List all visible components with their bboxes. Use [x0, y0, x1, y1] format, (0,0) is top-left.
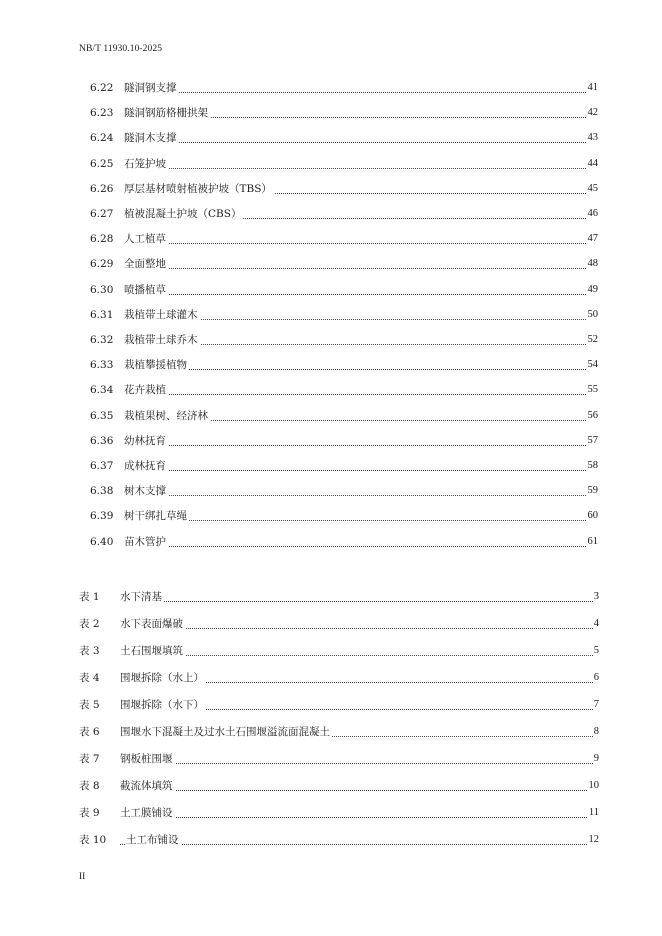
- table-entry-number: 表 9: [79, 807, 100, 819]
- table-entry-title: 围堰拆除（水上）: [120, 672, 204, 684]
- section-entry-page-number: 43: [587, 132, 598, 144]
- table-entry-number: 表 5: [79, 699, 100, 711]
- dot-leader: [120, 843, 597, 845]
- table-entry[interactable]: [0, 804, 662, 822]
- table-entry[interactable]: [0, 669, 662, 687]
- table-entry-page-number: 12: [588, 834, 599, 845]
- table-entry-title: 水下表面爆破: [120, 618, 183, 630]
- dot-leader: [120, 762, 597, 764]
- section-entry-number: 6.23: [90, 107, 114, 120]
- table-entry[interactable]: [0, 831, 662, 849]
- section-entry[interactable]: [0, 129, 662, 147]
- table-entry[interactable]: [0, 642, 662, 660]
- table-entry-number: 表 3: [79, 645, 100, 657]
- table-entry-number: 表 8: [79, 780, 100, 792]
- section-entry[interactable]: [0, 533, 662, 551]
- table-entry-page-number: 3: [593, 591, 599, 602]
- table-entry-title: 钢板桩围堰: [120, 753, 173, 765]
- section-entry-number: 6.24: [90, 132, 114, 145]
- dot-leader: [120, 627, 597, 629]
- table-entry[interactable]: [0, 750, 662, 768]
- table-entry-title: 土工布铺设: [126, 834, 179, 846]
- section-entry-title: 树干绑扎草绳: [124, 510, 187, 523]
- section-entry-page-number: 42: [587, 107, 598, 119]
- section-entry-number: 6.38: [90, 485, 114, 498]
- table-entry-number: 表 10: [79, 834, 107, 846]
- section-entry-page-number: 55: [587, 384, 598, 396]
- section-entry-title: 花卉栽植: [124, 384, 166, 397]
- section-entry-page-number: 52: [587, 334, 598, 345]
- table-entry-number: 表 2: [79, 618, 100, 630]
- section-entry-page-number: 41: [587, 82, 598, 93]
- table-entry-number: 表 1: [79, 591, 100, 603]
- section-entry-page-number: 61: [587, 535, 598, 547]
- table-entry[interactable]: [0, 777, 662, 795]
- section-entry-title: 喷播植草: [124, 283, 166, 296]
- section-entry-page-number: 57: [587, 434, 598, 446]
- section-entry-title: 隧洞钢筋格栅拱架: [124, 107, 208, 120]
- section-entry-number: 6.31: [90, 308, 114, 321]
- table-entry-title: 土石围堰填筑: [120, 645, 183, 657]
- section-entry[interactable]: [0, 281, 662, 299]
- section-entry-title: 栽植带土球乔木: [124, 334, 198, 346]
- table-entry-title: 截流体填筑: [120, 780, 173, 792]
- table-entry-title: 围堰拆除（水下）: [120, 699, 204, 711]
- section-entry[interactable]: [0, 255, 662, 273]
- dot-leader: [124, 519, 596, 521]
- dot-leader: [120, 816, 597, 818]
- section-entry-page-number: 47: [587, 233, 598, 245]
- document-code-header: NB/T 11930.10-2025: [79, 44, 163, 54]
- section-entry-title: 人工植草: [124, 233, 166, 246]
- dot-leader: [124, 293, 596, 295]
- table-entry[interactable]: [0, 723, 662, 741]
- section-entry-title: 成林抚育: [124, 460, 166, 472]
- table-entry-page-number: 9: [593, 753, 599, 764]
- section-entry-number: 6.30: [90, 283, 114, 296]
- section-entry-number: 6.25: [90, 157, 114, 170]
- section-entry-title: 石笼护坡: [124, 157, 166, 170]
- section-entry[interactable]: [0, 306, 662, 324]
- section-entry[interactable]: [0, 432, 662, 450]
- section-entry[interactable]: [0, 507, 662, 525]
- section-entry-number: 6.26: [90, 182, 114, 195]
- section-entry-title: 全面整地: [124, 258, 166, 271]
- section-entry-number: 6.35: [90, 409, 114, 422]
- section-entry-title: 树木支撑: [124, 485, 166, 498]
- dot-leader: [124, 267, 596, 269]
- table-entry[interactable]: [0, 696, 662, 714]
- section-entry-title: 栽植果树、经济林: [124, 409, 208, 422]
- section-entry-page-number: 44: [587, 157, 598, 169]
- section-entry-page-number: 46: [587, 208, 598, 219]
- dot-leader: [124, 545, 596, 547]
- section-entry-page-number: 58: [587, 460, 598, 471]
- dot-leader: [120, 654, 597, 656]
- section-entry[interactable]: [0, 482, 662, 500]
- table-entry-page-number: 10: [588, 780, 599, 791]
- dot-leader: [120, 789, 597, 791]
- dot-leader: [124, 444, 596, 446]
- table-entry-title: 土工膜铺设: [120, 807, 173, 819]
- section-entry-title: 栽植攀援植物: [124, 359, 187, 372]
- section-entry[interactable]: [0, 79, 662, 97]
- section-entry-title: 栽植带土球灌木: [124, 308, 198, 321]
- table-entry-page-number: 8: [593, 726, 599, 737]
- section-entry-page-number: 56: [587, 409, 598, 421]
- section-entry[interactable]: [0, 230, 662, 248]
- section-entry-page-number: 48: [587, 258, 598, 270]
- dot-leader: [124, 368, 596, 370]
- dot-leader: [124, 469, 596, 471]
- table-entry-page-number: 7: [593, 699, 599, 710]
- section-entry-number: 6.34: [90, 384, 114, 397]
- section-entry-number: 6.39: [90, 510, 114, 523]
- section-entry[interactable]: [0, 104, 662, 122]
- section-entry[interactable]: [0, 356, 662, 374]
- section-entry-title: 厚层基材喷射植被护坡（TBS）: [124, 182, 272, 195]
- section-entry-title: 植被混凝土护坡（CBS）: [124, 208, 242, 220]
- dot-leader: [124, 91, 596, 93]
- section-entry-page-number: 54: [587, 359, 598, 371]
- section-entry-page-number: 59: [587, 485, 598, 497]
- dot-leader: [120, 600, 597, 602]
- dot-leader: [124, 494, 596, 496]
- section-entry[interactable]: [0, 205, 662, 223]
- section-entry-number: 6.27: [90, 208, 114, 220]
- section-entry[interactable]: [0, 180, 662, 198]
- section-entry-page-number: 49: [587, 283, 598, 295]
- table-entry[interactable]: [0, 588, 662, 606]
- section-entry-title: 苗木管护: [124, 535, 166, 548]
- section-entry-title: 隧洞钢支撑: [124, 82, 177, 94]
- section-entry-number: 6.32: [90, 334, 114, 346]
- section-entry-page-number: 45: [587, 182, 598, 194]
- section-entry[interactable]: [0, 331, 662, 349]
- section-entry-page-number: 50: [587, 308, 598, 320]
- section-entry[interactable]: [0, 155, 662, 173]
- section-entry-number: 6.37: [90, 460, 114, 472]
- section-entry-number: 6.33: [90, 359, 114, 372]
- table-entry-page-number: 5: [593, 645, 599, 656]
- table-entry-page-number: 11: [588, 807, 599, 818]
- section-entry-number: 6.40: [90, 535, 114, 548]
- section-entry[interactable]: [0, 457, 662, 475]
- section-entry-number: 6.28: [90, 233, 114, 246]
- dot-leader: [124, 242, 596, 244]
- table-entry-title: 水下清基: [120, 591, 162, 603]
- section-entry-number: 6.22: [90, 82, 114, 94]
- page-number-footer: II: [79, 872, 86, 882]
- table-entry-number: 表 4: [79, 672, 100, 684]
- table-entry-number: 表 6: [79, 726, 100, 738]
- section-entry-page-number: 60: [587, 510, 598, 522]
- table-entry-page-number: 4: [593, 618, 599, 629]
- dot-leader: [124, 393, 596, 395]
- section-entry-number: 6.36: [90, 434, 114, 447]
- table-entry-title: 围堰水下混凝土及过水土石围堰溢流面混凝土: [120, 726, 330, 738]
- section-entry-title: 隧洞木支撑: [124, 132, 177, 145]
- table-entry[interactable]: [0, 615, 662, 633]
- section-entry[interactable]: [0, 381, 662, 399]
- dot-leader: [124, 167, 596, 169]
- section-entry-number: 6.29: [90, 258, 114, 271]
- section-entry[interactable]: [0, 407, 662, 425]
- dot-leader: [124, 141, 596, 143]
- section-entry-title: 幼林抚育: [124, 434, 166, 447]
- table-entry-number: 表 7: [79, 753, 100, 765]
- table-entry-page-number: 6: [593, 672, 599, 683]
